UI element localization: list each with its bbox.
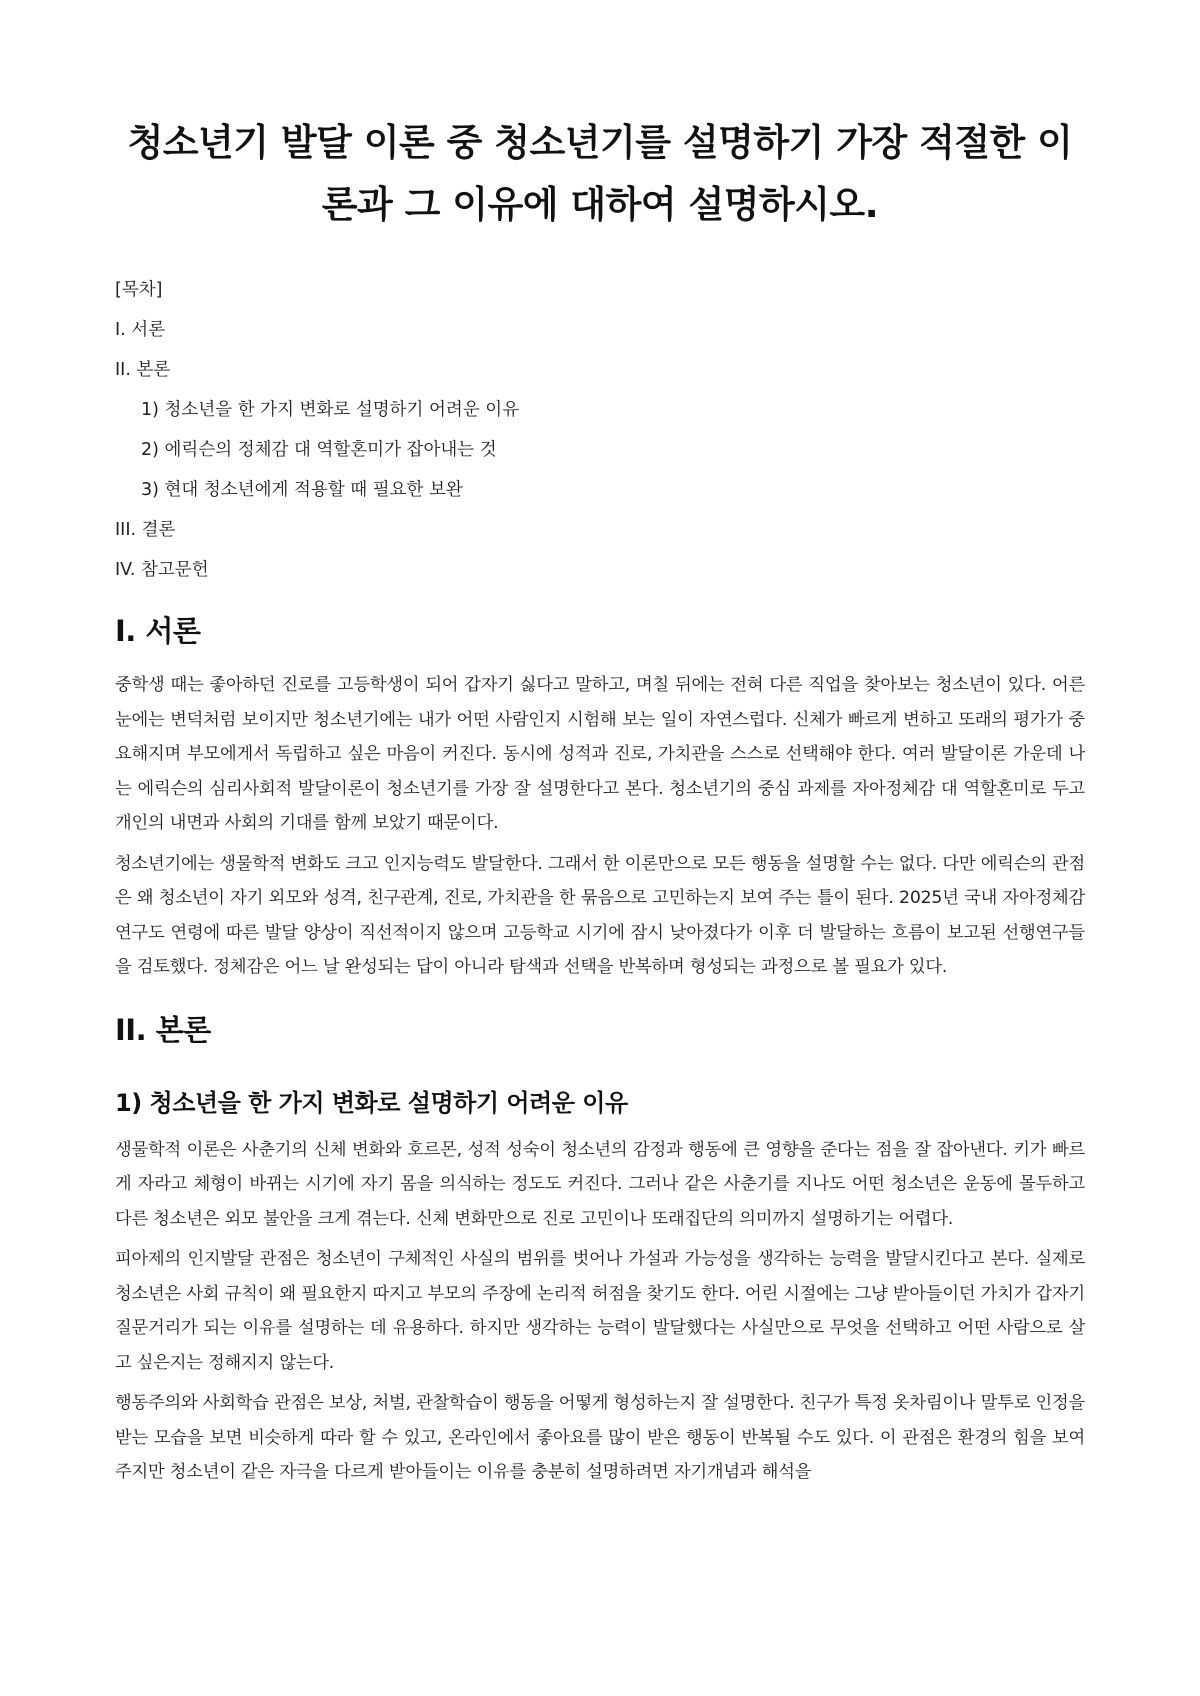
document-title: 청소년기 발달 이론 중 청소년기를 설명하기 가장 적절한 이론과 그 이유에 대하여 설명하시오. bbox=[127, 121, 1073, 226]
table-of-contents bbox=[115, 270, 1085, 590]
toc-item-conclusion: III. 결론 bbox=[115, 520, 176, 540]
subsection-heading-1: 1) 청소년을 한 가지 변화로 설명하기 어려운 이유 bbox=[115, 1088, 628, 1117]
toc-item-intro: I. 서론 bbox=[115, 320, 166, 340]
intro-paragraph-1: 중학생 때는 좋아하던 진로를 고등학생이 되어 갑자기 싫다고 말하고, 며칠 뒤에는 전혀 다른 직업을 찾아보는 청소년이 있다. 어른 눈에는 변덕처럼 보이지만 청소년기에는 내가 어떤 사람인지 시험해 보는 일이 자연스럽다. 신체가 빠르게 변하고 또래의 평가가 중요해지며 부모에게서 독립하고 싶은 마음이 커진다. 동시에 성적과 진로, 가치관을 스스로 선택해야 한다. 여러 발달이론 가운데 나는 에릭슨의 심리사회적 발달이론이 청소년기를 가장 잘 설명한다고 본다. 청소년기의 중심 과제를 자아정체감 대 역할혼미로 두고 개인의 내면과 사회의 기대를 함께 보았기 때문이다. bbox=[115, 675, 1085, 833]
body-sub1-paragraph-3: 행동주의와 사회학습 관점은 보상, 처벌, 관찰학습이 행동을 어떻게 형성하는지 잘 설명한다. 친구가 특정 옷차림이나 말투로 인정을 받는 모습을 보면 비슷하게 따라 할 수 있고, 온라인에서 좋아요를 많이 받은 행동이 반복될 수도 있다. 이 관점은 환경의 힘을 보여 주지만 청소년이 같은 자극을 다르게 받아들이는 이유를 충분히 설명하려면 자기개념과 해석을 bbox=[115, 1393, 1085, 1482]
toc-item-body-sub3: 3) 현대 청소년에게 적용할 때 필요한 보완 bbox=[141, 480, 463, 500]
toc-item-body-sub2: 2) 에릭슨의 정체감 대 역할혼미가 잡아내는 것 bbox=[141, 440, 497, 460]
body-sub1-paragraph-2: 피아제의 인지발달 관점은 청소년이 구체적인 사실의 범위를 벗어나 가설과 가능성을 생각하는 능력을 발달시킨다고 본다. 실제로 청소년은 사회 규칙이 왜 필요한지 따지고 부모의 주장에 논리적 허점을 찾기도 한다. 어린 시절에는 그냥 받아들이던 가치가 갑자기 질문거리가 되는 이유를 설명하는 데 유용하다. 하지만 생각하는 능력이 발달했다는 사실만으로 무엇을 선택하고 어떤 사람으로 살고 싶은지는 정해지지 않는다. bbox=[115, 1249, 1085, 1373]
body-sub1-paragraph-1: 생물학적 이론은 사춘기의 신체 변화와 호르몬, 성적 성숙이 청소년의 감정과 행동에 큰 영향을 준다는 점을 잘 잡아낸다. 키가 빠르게 자라고 체형이 바뀌는 시기에 자기 몸을 의식하는 정도도 커진다. 그러나 같은 사춘기를 지나도 어떤 청소년은 운동에 몰두하고 다른 청소년은 외모 불안을 크게 겪는다. 신체 변화만으로 진로 고민이나 또래집단의 의미까지 설명하기는 어렵다. bbox=[115, 1139, 1085, 1229]
toc-item-references: IV. 참고문헌 bbox=[115, 560, 209, 580]
intro-paragraph-2: 청소년기에는 생물학적 변화도 크고 인지능력도 발달한다. 그래서 한 이론만으로 모든 행동을 설명할 수는 없다. 다만 에릭슨의 관점은 왜 청소년이 자기 외모와 성격, 친구관계, 진로, 가치관을 한 묶음으로 고민하는지 보여 주는 틀이 된다. 2025년 국내 자아정체감 연구도 연령에 따른 발달 양상이 직선적이지 않으며 고등학교 시기에 잠시 낮아졌다가 이후 더 발달하는 흐름이 보고된 선행연구들을 검토했다. 정체감은 어느 날 완성되는 답이 아니라 탐색과 선택을 반복하며 형성되는 과정으로 볼 필요가 있다. bbox=[115, 853, 1085, 977]
toc-item-body: II. 본론 bbox=[115, 360, 171, 380]
section-heading-body: II. 본론 bbox=[115, 1012, 211, 1047]
section-body bbox=[115, 1007, 1085, 1490]
toc-heading: [목차] bbox=[115, 280, 163, 300]
section-intro bbox=[115, 608, 1085, 985]
section-heading-intro: I. 서론 bbox=[115, 614, 201, 648]
toc-item-body-sub1: 1) 청소년을 한 가지 변화로 설명하기 어려운 이유 bbox=[141, 400, 520, 420]
